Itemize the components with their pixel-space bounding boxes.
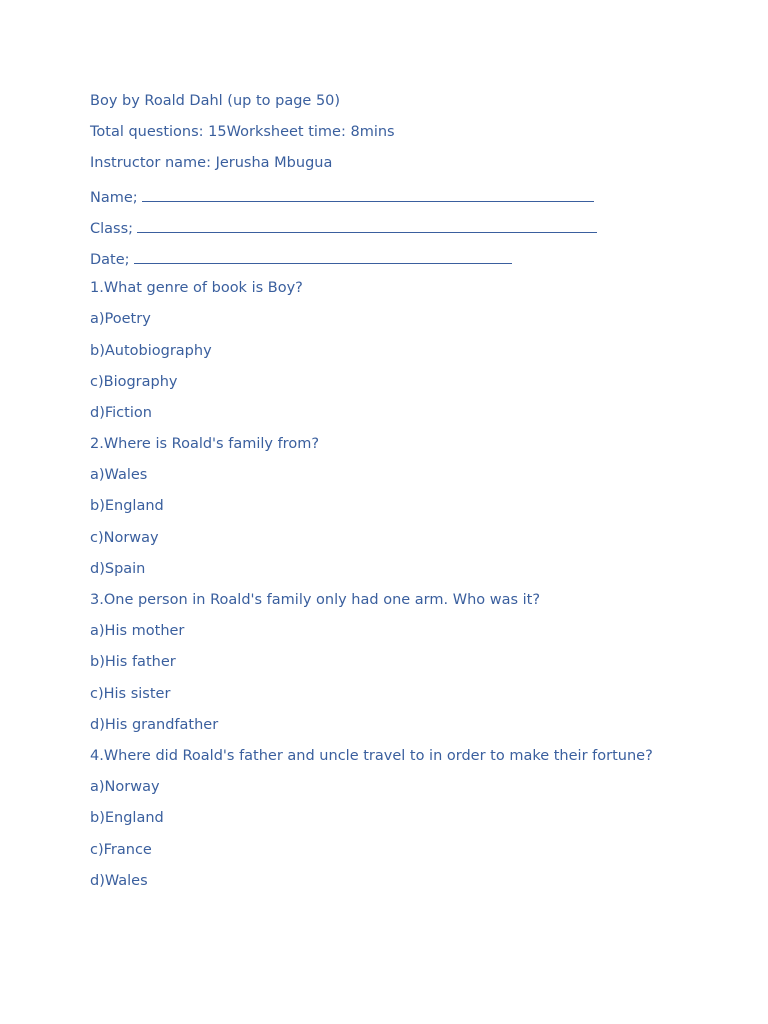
question-4-option-d: d)Wales bbox=[90, 872, 148, 889]
question-1-option-a: a)Poetry bbox=[90, 311, 151, 328]
question-2: 2.Where is Roald's family from? bbox=[90, 436, 320, 453]
name-field-label: Name; bbox=[90, 189, 138, 206]
class-field-blank[interactable] bbox=[137, 216, 597, 233]
worksheet-title: Boy by Roald Dahl (up to page 50) bbox=[90, 93, 341, 109]
name-field-blank[interactable] bbox=[142, 185, 594, 202]
question-3: 3.One person in Roald's family only had one arm. Who was it? bbox=[90, 592, 541, 608]
question-3-option-c: c)His sister bbox=[90, 685, 171, 702]
question-2-option-c: c)Norway bbox=[90, 529, 159, 546]
date-field[interactable] bbox=[90, 247, 750, 278]
question-3-option-a: a)His mother bbox=[90, 623, 185, 640]
question-2-option-a: a)Wales bbox=[90, 467, 148, 484]
worksheet-meta: Total questions: 15Worksheet time: 8mins bbox=[90, 124, 395, 141]
question-2-option-d: d)Spain bbox=[90, 560, 146, 577]
question-1-option-b: b)Autobiography bbox=[90, 342, 212, 359]
question-1-option-c: c)Biography bbox=[90, 373, 178, 390]
date-field-label: Date; bbox=[90, 251, 130, 268]
worksheet-page bbox=[90, 91, 750, 902]
date-field-blank[interactable] bbox=[134, 247, 512, 264]
question-1-option-d: d)Fiction bbox=[90, 404, 152, 421]
instructor-name: Instructor name: Jerusha Mbugua bbox=[90, 155, 333, 172]
question-4-option-a: a)Norway bbox=[90, 779, 160, 796]
question-4-option-b: b)England bbox=[90, 810, 164, 827]
question-3-option-d: d)His grandfather bbox=[90, 716, 219, 733]
question-1: 1.What genre of book is Boy? bbox=[90, 280, 303, 297]
question-4: 4.Where did Roald's father and uncle travel to in order to make their fortune? bbox=[90, 747, 653, 764]
class-field[interactable] bbox=[90, 216, 750, 247]
name-field[interactable] bbox=[90, 185, 750, 216]
question-4-option-c: c)France bbox=[90, 841, 152, 858]
class-field-label: Class; bbox=[90, 220, 134, 237]
question-2-option-b: b)England bbox=[90, 498, 164, 515]
question-3-option-b: b)His father bbox=[90, 654, 176, 671]
